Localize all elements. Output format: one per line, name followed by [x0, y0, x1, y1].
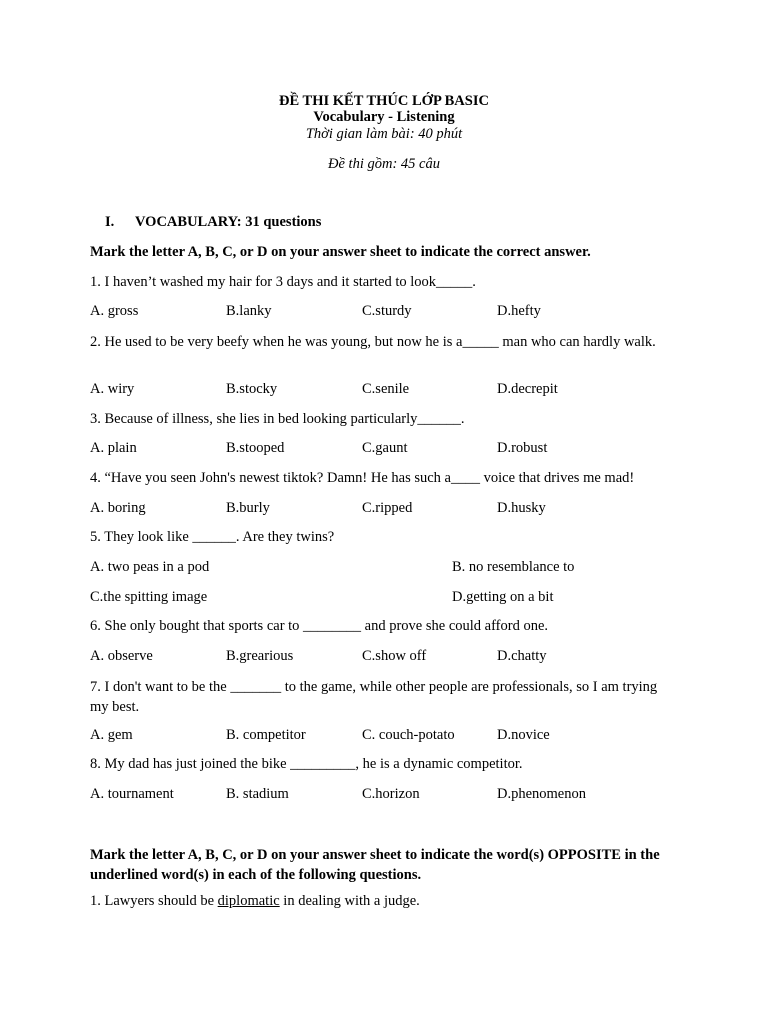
option-d: D.chatty — [497, 648, 547, 664]
question-stem: 3. Because of illness, she lies in bed looking particularly______. — [90, 411, 465, 427]
option-d: D.phenomenon — [497, 786, 586, 802]
option-b: B.lanky — [226, 303, 272, 319]
question-text-before: 1. Lawyers should be — [90, 893, 218, 909]
section-title: VOCABULARY: 31 questions — [135, 214, 322, 230]
question-stem: 8. My dad has just joined the bike _________, he is a dynamic competitor. — [90, 756, 523, 772]
option-c: C.horizon — [362, 786, 420, 802]
question-stem: 4. “Have you seen John's newest tiktok? Damn! He has such a____ voice that drives me mad! — [90, 470, 635, 486]
option-c: C.gaunt — [362, 440, 408, 456]
option-d: D.getting on a bit — [452, 589, 554, 605]
exam-subtitle: Vocabulary - Listening — [313, 109, 455, 125]
option-d: D.hefty — [497, 303, 541, 319]
option-b: B.stooped — [226, 440, 285, 456]
underlined-word: diplomatic — [217, 893, 280, 909]
option-a: A. boring — [90, 500, 146, 516]
question-text-after: in dealing with a judge. — [279, 893, 420, 909]
exam-title: ĐỀ THI KẾT THÚC LỚP BASIC — [279, 93, 489, 109]
opposite-question — [90, 893, 690, 910]
option-d: D.husky — [497, 500, 546, 516]
option-a: A. tournament — [90, 786, 174, 802]
option-c: C.sturdy — [362, 303, 412, 319]
option-b: B.burly — [226, 500, 270, 516]
option-c: C.the spitting image — [90, 589, 208, 605]
exam-question-count: Đề thi gồm: 45 câu — [328, 156, 440, 172]
option-d: D.decrepit — [497, 381, 558, 397]
section-numeral: I. — [105, 214, 115, 230]
option-d: D.novice — [497, 727, 550, 743]
question-stem: 1. I haven’t washed my hair for 3 days and it started to look_____. — [90, 274, 476, 290]
option-b: B.stocky — [226, 381, 278, 397]
option-d: D.robust — [497, 440, 548, 456]
option-a: A. wiry — [90, 381, 135, 397]
question-stem: 7. I don't want to be the _______ to the game, while other people are professionals, so I am trying my best. — [90, 679, 658, 715]
option-b: B.grearious — [226, 648, 294, 664]
option-c: C.ripped — [362, 500, 413, 516]
option-b: B. stadium — [226, 786, 289, 802]
option-b: B. no resemblance to — [452, 559, 575, 575]
option-a: A. plain — [90, 440, 137, 456]
option-a: A. observe — [90, 648, 153, 664]
option-a: A. gem — [90, 727, 133, 743]
option-a: A. two peas in a pod — [90, 559, 210, 575]
option-c: C.show off — [362, 648, 427, 664]
option-b: B. competitor — [226, 727, 306, 743]
question-stem: 5. They look like ______. Are they twins? — [90, 529, 335, 545]
opposite-instruction: Mark the letter A, B, C, or D on your answer sheet to indicate the word(s) OPPOSITE in the underlined word(s) in each of the following questions. — [90, 847, 660, 883]
option-c: C.senile — [362, 381, 410, 397]
exam-time: Thời gian làm bài: 40 phút — [305, 126, 463, 142]
question-stem: 2. He used to be very beefy when he was young, but now he is a_____ man who can hardly walk. — [90, 334, 656, 350]
option-c: C. couch-potato — [362, 727, 455, 743]
option-a: A. gross — [90, 303, 139, 319]
section-instruction: Mark the letter A, B, C, or D on your answer sheet to indicate the correct answer. — [90, 244, 591, 260]
question-stem: 6. She only bought that sports car to ________ and prove she could afford one. — [90, 618, 549, 634]
